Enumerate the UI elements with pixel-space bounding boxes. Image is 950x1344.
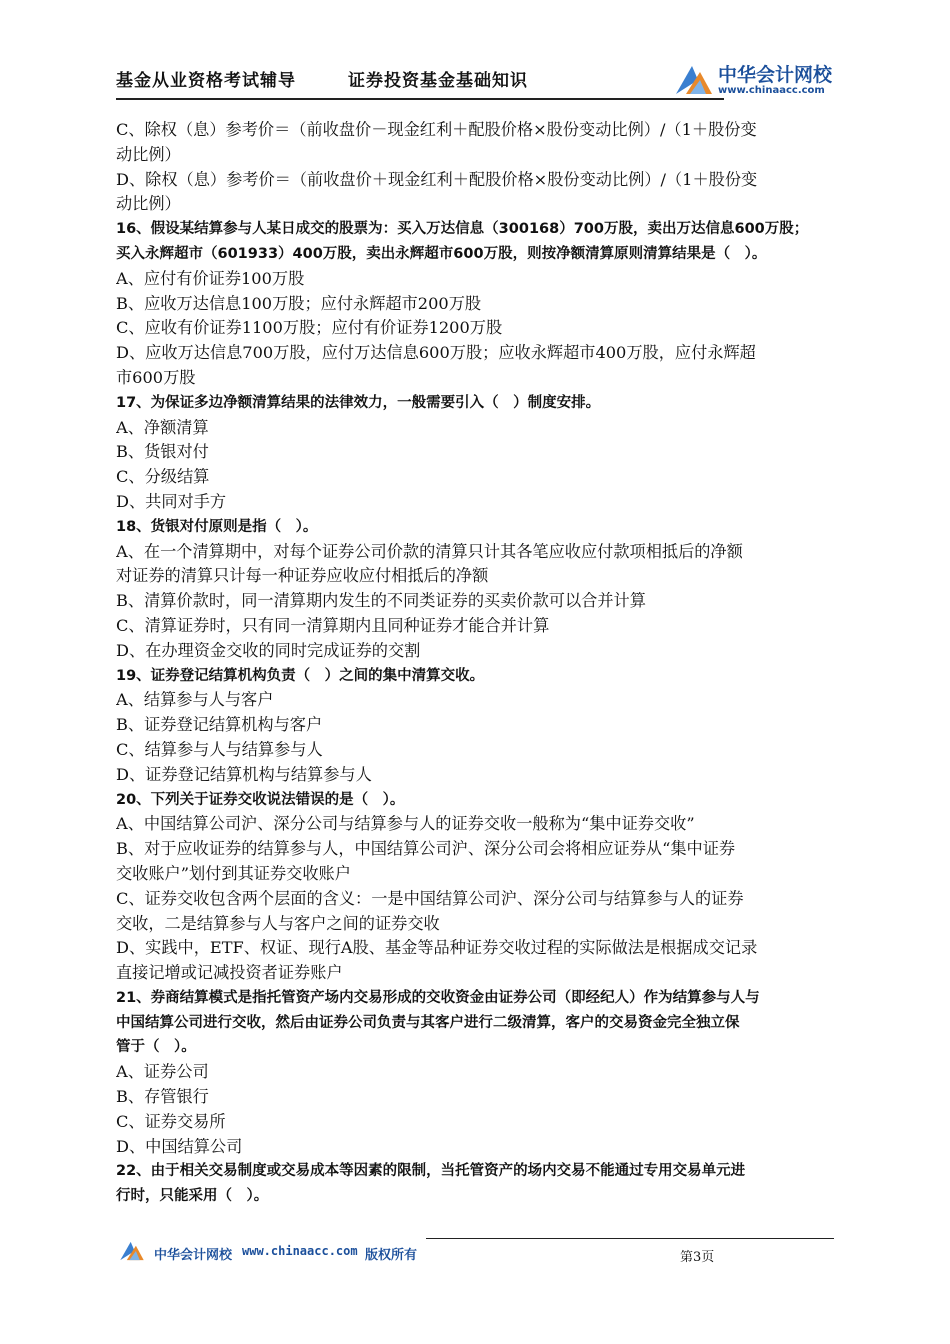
answer-option-line: 交收账户”划付到其证券交收账户 [116,863,351,883]
answer-option-line: B、应收万达信息100万股；应付永辉超市200万股 [116,293,482,313]
page-number: 第3页 [680,1250,715,1265]
header-logo-brand: 中华会计网校 [718,64,833,86]
answer-option-line: D、共同对手方 [116,491,227,511]
question-stem-line: 买入永辉超市（601933）400万股，卖出永辉超市600万股，则按净额清算原则清算结果是（ ）。 [116,245,767,262]
answer-option-line: C、证券交收包含两个层面的含义：一是中国结算公司沪、深分公司与结算参与人的证券 [116,888,744,908]
question-stem-line: 22、由于相关交易制度或交易成本等因素的限制，当托管资产的场内交易不能通过专用交易单元进 [116,1163,746,1180]
question-body [116,118,840,1209]
header-logo-url: www.chinaacc.com [718,85,825,96]
footer-brand: 中华会计网校 [154,1248,233,1263]
chinaacc-logo-icon [672,60,716,100]
answer-option-line: D、实践中，ETF、权证、现行A股、基金等品种证券交收过程的实际做法是根据成交记录 [116,938,758,958]
header-subject-title: 证券投资基金基础知识 [348,71,528,91]
answer-option-line: 交收，二是结算参与人与客户之间的证券交收 [116,913,440,933]
question-stem-line: 18、货银对付原则是指（ ）。 [116,518,318,535]
question-stem-line: 管于（ ）。 [116,1039,196,1056]
answer-option-line: B、对于应收证券的结算参与人，中国结算公司沪、深分公司会将相应证券从“集中证券 [116,839,736,859]
answer-option-line: B、货银对付 [116,442,209,462]
answer-option-line: 对证券的清算只计每一种证券应收应付相抵后的净额 [116,566,489,586]
question-stem-line: 20、下列关于证券交收说法错误的是（ ）。 [116,791,405,808]
answer-option-line: D、在办理资金交收的同时完成证券的交割 [116,640,421,660]
question-stem-line: 行时，只能采用（ ）。 [116,1188,269,1205]
answer-option-line: C、结算参与人与结算参与人 [116,739,323,759]
answer-option-line: C、证券交易所 [116,1111,226,1131]
header-divider [116,98,724,100]
answer-option-line: C、分级结算 [116,467,210,487]
question-stem-line: 16、假设某结算参与人某日成交的股票为：买入万达信息（300168）700万股，卖出万达信息600万股； [116,221,809,238]
answer-option-line: B、清算价款时，同一清算期内发生的不同类证券的买卖价款可以合并计算 [116,591,646,611]
question-stem-line: 中国结算公司进行交收，然后由证券公司负责与其客户进行二级清算，客户的交易资金完全独立保 [116,1014,740,1031]
page-footer [116,1236,838,1266]
answer-option-line: A、中国结算公司沪、深分公司与结算参与人的证券交收一般称为“集中证券交收” [116,814,695,834]
answer-option-line: C、除权（息）参考价＝（前收盘价－现金红利＋配股价格×股份变动比例）/（1＋股份变 [116,120,757,139]
question-stem-line: 21、券商结算模式是指托管资产场内交易形成的交收资金由证券公司（即经纪人）作为结算参与人与 [116,989,760,1006]
answer-option-line: D、应收万达信息700万股，应付万达信息600万股；应收永辉超市400万股，应付永辉超 [116,343,756,363]
answer-option-line: A、应付有价证券100万股 [116,268,305,288]
header-logo [672,58,842,102]
header-exam-title: 基金从业资格考试辅导 [116,71,296,91]
answer-option-line: D、证券登记结算机构与结算参与人 [116,764,372,784]
answer-option-line: A、结算参与人与客户 [116,690,274,710]
answer-option-line: B、证券登记结算机构与客户 [116,715,323,735]
answer-option-line: A、在一个清算期中，对每个证券公司价款的清算只计其各笔应收应付款项相抵后的净额 [116,541,743,561]
answer-option-line: 动比例） [116,194,181,214]
footer-url: www.chinaacc.com [242,1244,358,1258]
answer-option-line: A、证券公司 [116,1062,209,1082]
question-stem-line: 19、证券登记结算机构负责（ ）之间的集中清算交收。 [116,667,485,684]
answer-option-line: C、应收有价证券1100万股；应付有价证券1200万股 [116,318,503,338]
answer-option-line: 直接记增或记减投资者证券账户 [116,963,343,983]
answer-option-line: D、除权（息）参考价＝（前收盘价＋现金红利＋配股价格×股份变动比例）/（1＋股份变 [116,169,758,189]
answer-option-line: C、清算证券时，只有同一清算期内且同种证券才能合并计算 [116,615,550,635]
answer-option-line: 市600万股 [116,367,196,387]
answer-option-line: B、存管银行 [116,1087,209,1107]
answer-option-line: 动比例） [116,144,181,164]
answer-option-line: D、中国结算公司 [116,1136,243,1156]
footer-divider [426,1238,834,1239]
chinaacc-logo-icon [116,1238,148,1264]
question-stem-line: 17、为保证多边净额清算结果的法律效力，一般需要引入（ ）制度安排。 [116,394,601,411]
answer-option-line: A、净额清算 [116,417,209,437]
footer-copyright: 版权所有 [365,1248,418,1263]
